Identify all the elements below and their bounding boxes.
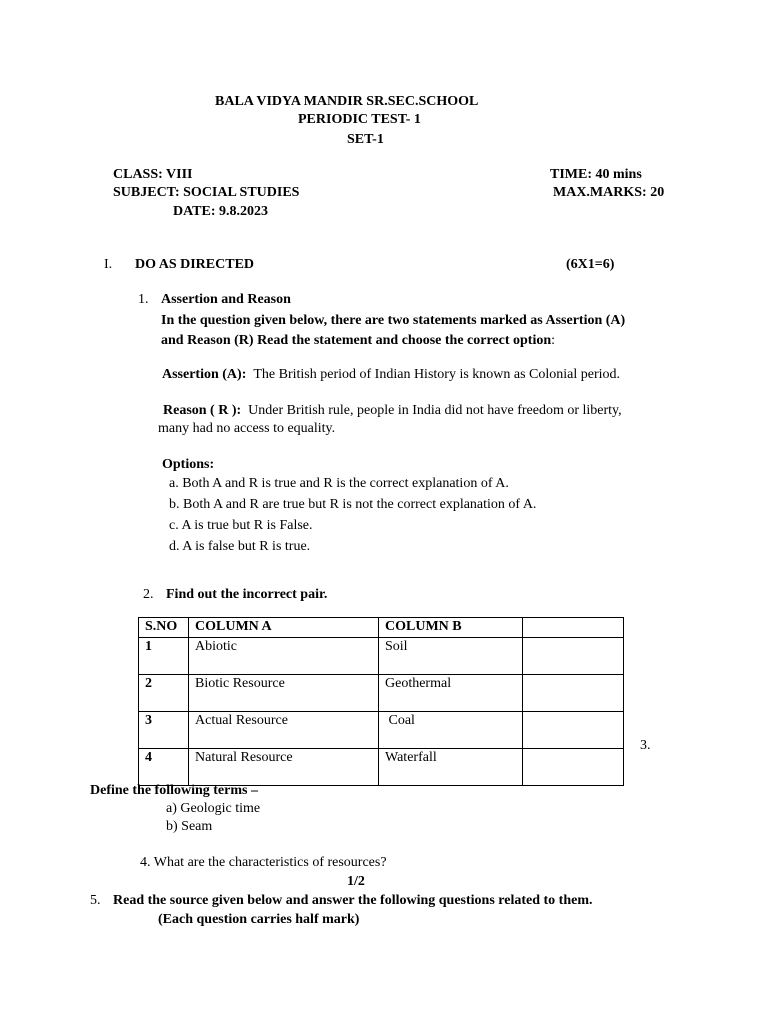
option-b: b. Both A and R are true but R is not the correct explanation of A. — [169, 497, 537, 512]
reason-text-continued: many had no access to equality. — [158, 421, 336, 436]
table-cell-column-b: Waterfall — [379, 748, 523, 785]
q1-instruction-line-2 — [161, 333, 555, 350]
table-cell-column-a: Abiotic — [189, 637, 379, 674]
table-cell-column-a: Actual Resource — [189, 711, 379, 748]
table-cell-blank — [523, 674, 624, 711]
q1-instruction-text: and Reason (R) Read the statement and choose the correct option — [161, 333, 552, 348]
q5-note: (Each question carries half mark) — [158, 912, 360, 927]
table-row — [139, 674, 624, 711]
q3-item-b: b) Seam — [166, 819, 213, 834]
table-header-sno: S.NO — [139, 618, 189, 638]
table-header-column-a: COLUMN A — [189, 618, 379, 638]
table-row — [139, 711, 624, 748]
reason-label: Reason ( R ): — [163, 403, 242, 418]
q1-number: 1. — [138, 292, 149, 307]
q1-instruction-colon: : — [551, 333, 556, 348]
table-cell-column-a: Natural Resource — [189, 748, 379, 785]
table-cell-sno: 4 — [139, 748, 189, 785]
table-cell-column-b: Soil — [379, 637, 523, 674]
class-label: CLASS: VIII — [113, 167, 193, 182]
reason-line — [163, 403, 622, 420]
pairs-table — [138, 617, 624, 786]
max-marks-label: MAX.MARKS: 20 — [553, 185, 665, 200]
q5-text: Read the source given below and answer the following questions related to them. — [113, 893, 593, 908]
option-c: c. A is true but R is False. — [169, 518, 313, 533]
reason-text: Under British rule, people in India did not have freedom or liberty, — [248, 403, 622, 418]
subject-label: SUBJECT: SOCIAL STUDIES — [113, 185, 300, 200]
section-number: I. — [104, 257, 113, 272]
q1-title: Assertion and Reason — [161, 292, 291, 307]
table-cell-sno: 2 — [139, 674, 189, 711]
school-name: BALA VIDYA MANDIR SR.SEC.SCHOOL — [215, 94, 479, 109]
time-label: TIME: 40 mins — [550, 167, 642, 182]
table-cell-sno: 1 — [139, 637, 189, 674]
q3-number: 3. — [640, 738, 651, 753]
table-cell-sno: 3 — [139, 711, 189, 748]
assertion-text: The British period of Indian History is known as Colonial period. — [253, 367, 621, 382]
table-header-blank — [523, 618, 624, 638]
table-cell-blank — [523, 637, 624, 674]
section-marks: (6X1=6) — [566, 257, 615, 272]
option-a: a. Both A and R is true and R is the correct explanation of A. — [169, 476, 509, 491]
q1-instruction-line-1: In the question given below, there are two statements marked as Assertion (A) — [161, 313, 626, 328]
page-number: 1/2 — [347, 874, 365, 889]
test-title: PERIODIC TEST- 1 — [298, 112, 421, 127]
set-label: SET-1 — [347, 132, 384, 147]
q5-number: 5. — [90, 893, 101, 908]
date-label: DATE: 9.8.2023 — [173, 204, 269, 219]
table-row — [139, 637, 624, 674]
options-label: Options: — [162, 457, 215, 472]
q2-title: Find out the incorrect pair. — [166, 587, 328, 602]
table-cell-column-a: Biotic Resource — [189, 674, 379, 711]
table-cell-column-b: Geothermal — [379, 674, 523, 711]
table-cell-blank — [523, 711, 624, 748]
q4-text: 4. What are the characteristics of resources? — [140, 855, 387, 870]
table-cell-column-b: Coal — [379, 711, 523, 748]
table-header-row — [139, 618, 624, 638]
table-header-column-b: COLUMN B — [379, 618, 523, 638]
q3-item-a: a) Geologic time — [166, 801, 261, 816]
option-d: d. A is false but R is true. — [169, 539, 311, 554]
q2-number: 2. — [143, 587, 154, 602]
section-title: DO AS DIRECTED — [135, 257, 255, 272]
table-cell-blank — [523, 748, 624, 785]
assertion-label: Assertion (A): — [162, 367, 247, 382]
assertion-line — [162, 367, 620, 384]
q3-title: Define the following terms – — [90, 783, 258, 798]
table-row — [139, 748, 624, 785]
